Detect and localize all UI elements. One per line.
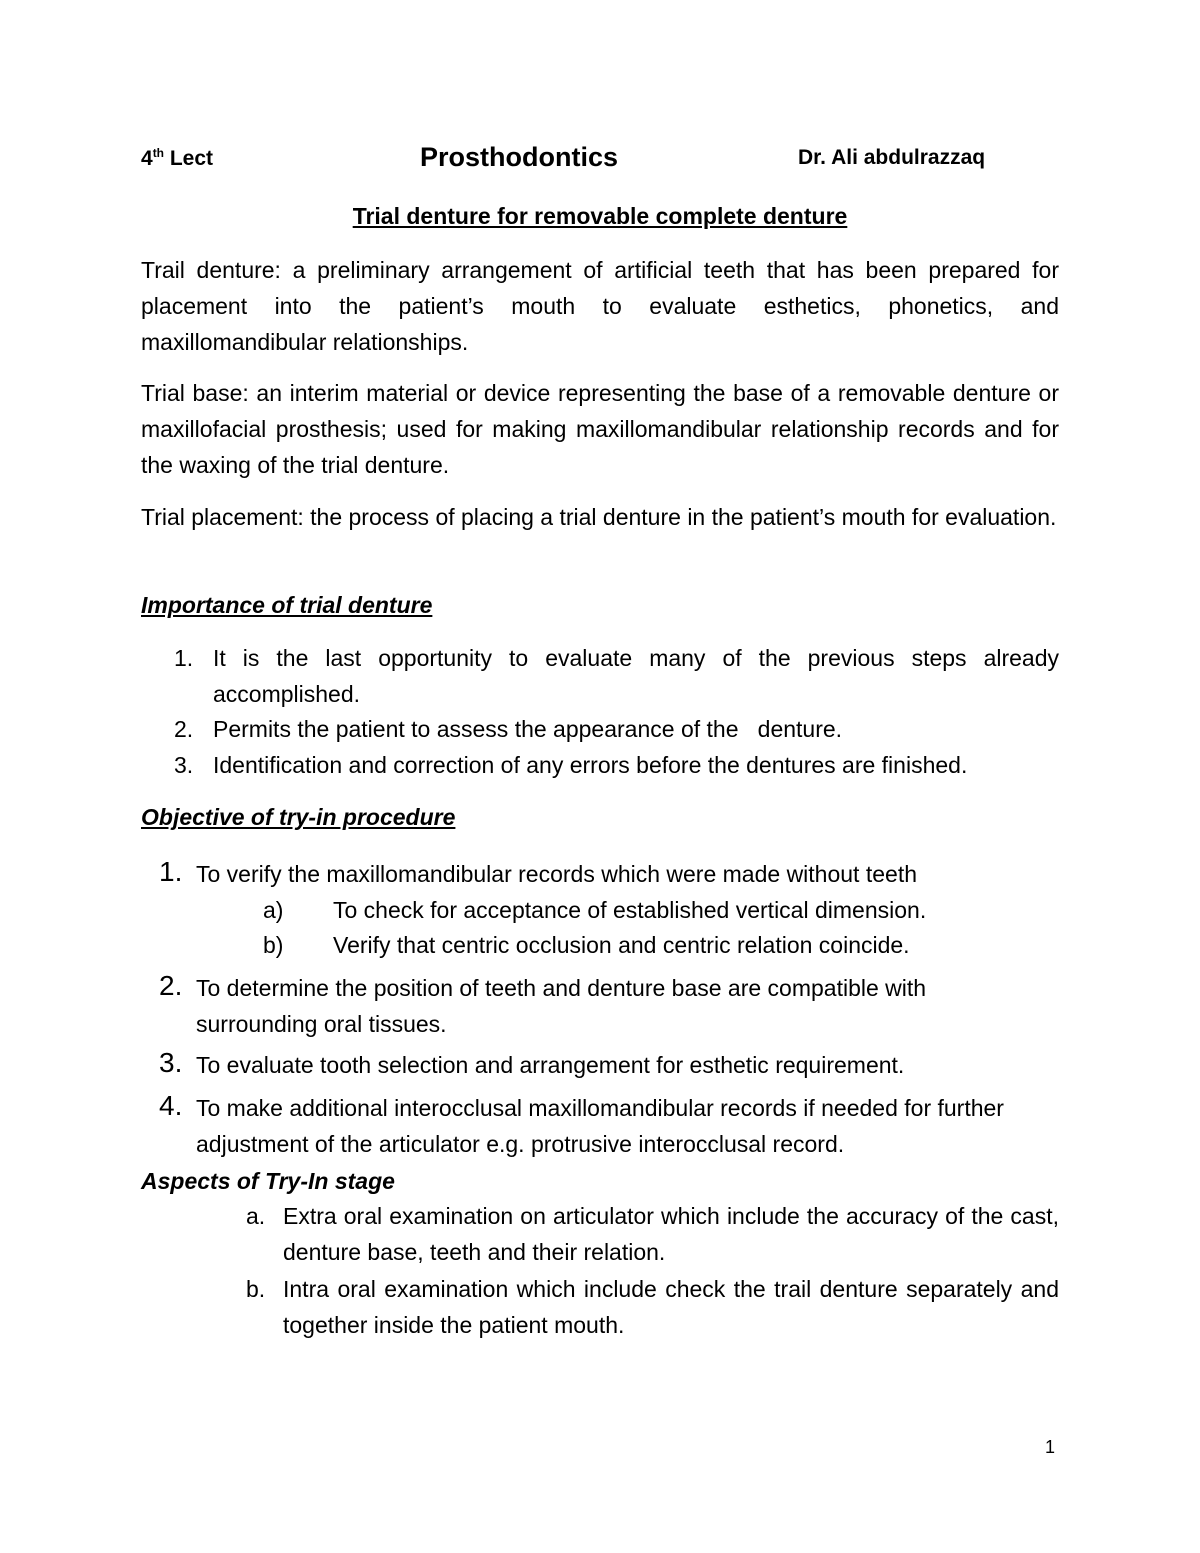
definition-trail-denture: Trail denture: a preliminary arrangement of artificial teeth that has been prepared for placement into the patient’s mouth to evaluate esthetics, phonetics, and maxillomandibular relationships. bbox=[141, 257, 1059, 355]
lecture-number: 4th Lect bbox=[141, 146, 214, 170]
definition-trial-base: Trial base: an interim material or device representing the base of a removable denture or maxillofacial prosthesis; used for making maxillomandibular relationship records and for the waxing of the trial denture. bbox=[141, 380, 1059, 478]
section-heading-aspects: Aspects of Try-In stage bbox=[141, 1168, 395, 1194]
section-heading-objective: Objective of try-in procedure bbox=[141, 804, 456, 830]
subject-title: Prosthodontics bbox=[420, 142, 619, 172]
author-name: Dr. Ali abdulrazzaq bbox=[798, 146, 986, 169]
definition-trial-placement: Trial placement: the process of placing a trial denture in the patient’s mouth for evaluation. bbox=[141, 504, 1057, 530]
page-title: Trial denture for removable complete denture bbox=[352, 203, 848, 229]
page-number: 1 bbox=[1045, 1437, 1056, 1457]
section-heading-importance: Importance of trial denture bbox=[141, 592, 433, 618]
document-page: 4th Lect Prosthodontics Dr. Ali abdulrazzaq Trial denture for removable complete denture Trail denture: a preliminary arrangement of artificial teeth that has been prepared for placement into the patient’s mouth to evaluate esthetics, phonetics, and maxillomandibular relationships. Trial base: an interim material or device representing the base of a removable denture or maxillofacial prosthesis; used for making maxillomandibular relationship records and for the waxing of the trial denture. Trial placement: the process of placing a trial denture in the patient’s mouth for evaluation. Importance of trial denture 1. It is the last opportunity to evaluate many of the previous steps already accomplished. 2. Permits the patient to assess the appearance of the denture. 3. Identification and correction of any errors before the dentures are finished. Objective of try-in procedure 1. To verify the maxillomandibular records which were made without teeth a) To check for acceptance of established vertical dimension. b) Verify that centric occlusion and centric relation coincide. 2. To determine the position of teeth and denture base are compatible with surrounding oral tissues. 3. To evaluate tooth selection and arrangement for esthetic requirement. 4. To make additional interocclusal maxillomandibular records if needed for further adjustment of the articulator e.g. protrusive interocclusal record. Aspects of Try-In stage a. Extra oral examination on articulator which include the accuracy of the cast, denture base, teeth and their relation. b. Intra oral examination which include check the trail denture separately and together inside the patient mouth. 1 bbox=[141, 142, 1059, 1457]
